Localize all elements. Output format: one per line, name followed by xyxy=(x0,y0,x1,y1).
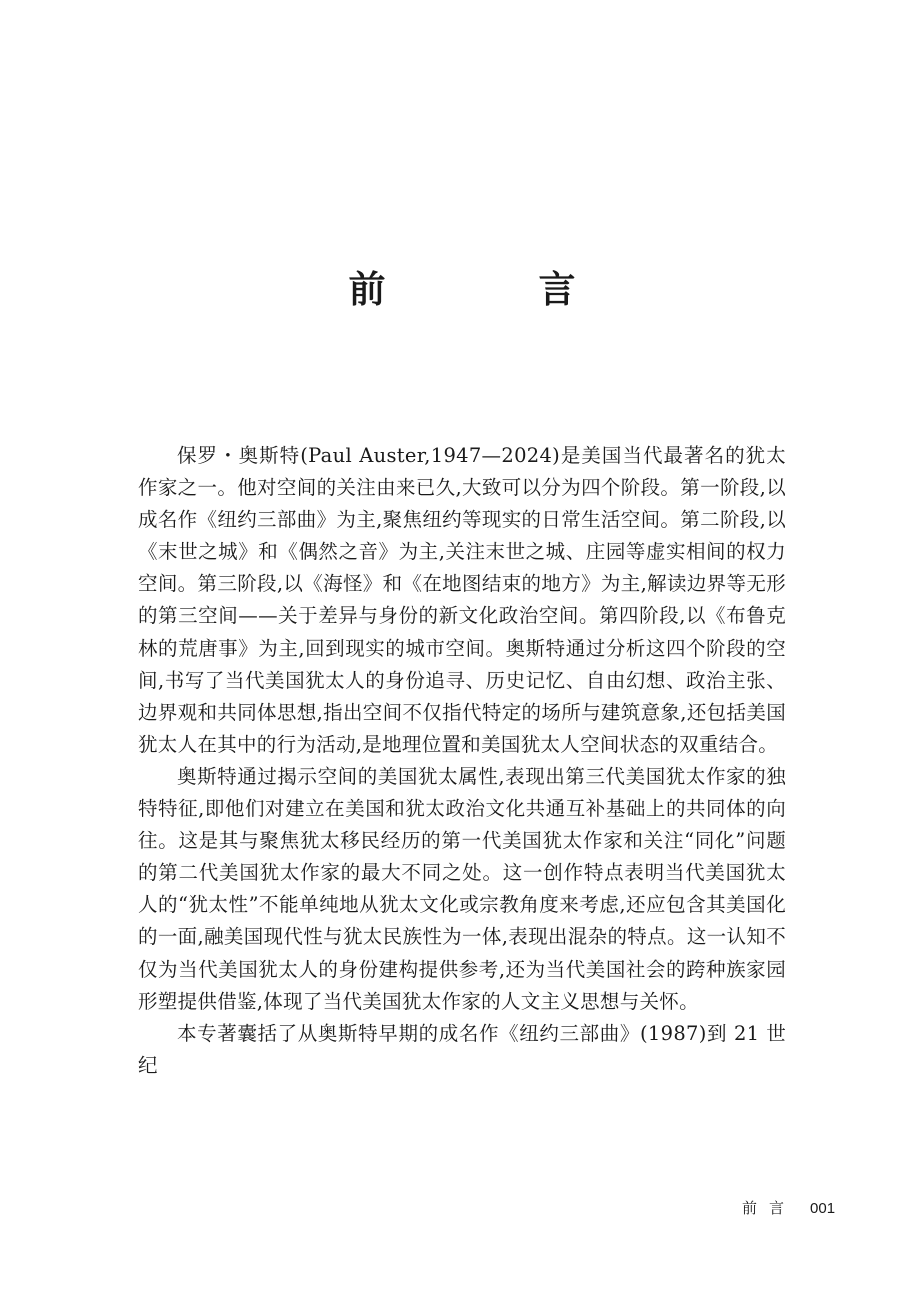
paragraph-3: 本专著囊括了从奥斯特早期的成名作《纽约三部曲》(1987)到 21 世纪 xyxy=(138,1021,786,1077)
body-text xyxy=(138,440,786,1082)
paragraph-2: 奥斯特通过揭示空间的美国犹太属性,表现出第三代美国犹太作家的独特特征,即他们对建立在美国和犹太政治文化共通互补基础上的共同体的向往。这是其与聚焦犹太移民经历的第一代美国犹太作家和关注“同化”问题的第二代美国犹太作家的最大不同之处。这一创作特点表明当代美国犹太人的“犹太性”不能单纯地从犹太文化或宗教角度来考虑,还应包含其美国化的一面,融美国现代性与犹太民族性为一体,表现出混杂的特点。这一认知不仅为当代美国犹太人的身份建构提供参考,还为当代美国社会的跨种族家园形塑提供借鉴,体现了当代美国犹太作家的人文主义思想与关怀。 xyxy=(138,764,786,1013)
page-number: 001 xyxy=(810,1200,836,1217)
page-footer xyxy=(742,1197,835,1220)
running-footer-label: 前言 xyxy=(742,1199,797,1217)
paragraph-1: 保罗・奥斯特(Paul Auster,1947—2024)是美国当代最著名的犹太作家之一。他对空间的关注由来已久,大致可以分为四个阶段。第一阶段,以成名作《纽约三部曲》为主,聚焦纽约等现实的日常生活空间。第二阶段,以《末世之城》和《偶然之音》为主,关注末世之城、庄园等虚实相间的权力空间。第三阶段,以《海怪》和《在地图结束的地方》为主,解读边界等无形的第三空间——关于差异与身份的新文化政治空间。第四阶段,以《布鲁克林的荒唐事》为主,回到现实的城市空间。奥斯特通过分析这四个阶段的空间,书写了当代美国犹太人的身份追寻、历史记忆、自由幻想、政治主张、边界观和共同体思想,指出空间不仅指代特定的场所与建筑意象,还包括美国犹太人在其中的行为活动,是地理位置和美国犹太人空间状态的双重结合。 xyxy=(138,444,786,756)
chapter-title: 前 言 xyxy=(348,268,634,311)
